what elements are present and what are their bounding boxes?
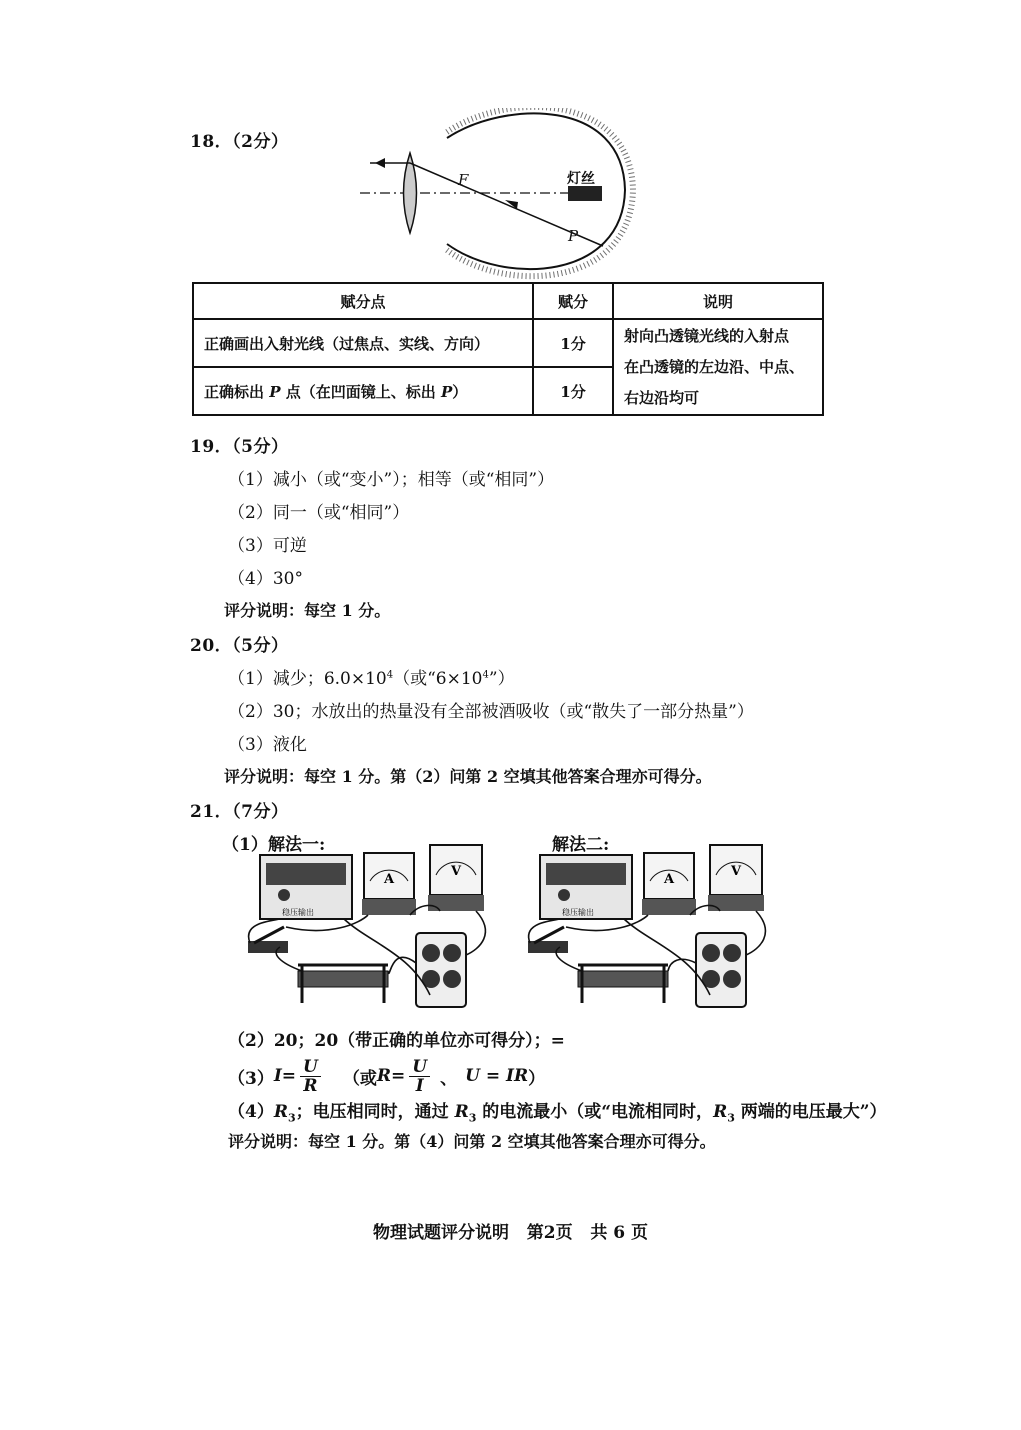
voltmeter: [708, 845, 764, 911]
circuit-diagram-1: [240, 843, 492, 1015]
q20-answer-2: （2）30；水放出的热量没有全部被酒吸收（或“散失了一部分热量”）: [228, 702, 754, 722]
q20-heading: 20．（5分）: [190, 636, 289, 656]
svg-text:A: A: [384, 872, 395, 887]
resistance-box: [416, 933, 466, 1007]
row1-point: 正确画出入射光线（过焦点、实线、方向）: [193, 319, 533, 367]
scoring-table: [192, 282, 824, 416]
q21-answer-3: （3） I = $\frac{U}{R}$ （或 R = $\frac{U}{I}$ 、 U = IR ）: [228, 1056, 546, 1096]
svg-text:稳压输出: 稳压输出: [282, 908, 314, 917]
circuit-diagram-2: [520, 843, 772, 1015]
row2-score: 1分: [533, 367, 613, 415]
svg-text:稳压输出: 稳压输出: [562, 908, 594, 917]
resistance-box: [696, 933, 746, 1007]
q19-note: 评分说明：每空 1 分。: [224, 601, 391, 620]
svg-text:V: V: [451, 864, 462, 879]
switch: [528, 927, 568, 953]
fraction-u-over-i: $\frac{U}{I}$: [409, 1058, 430, 1095]
voltmeter: [428, 845, 484, 911]
header-score: 赋分: [533, 283, 613, 319]
q20-answer-3: （3）液化: [228, 735, 307, 755]
svg-text:V: V: [731, 864, 742, 879]
q18-heading: 18．（2分）: [190, 132, 289, 152]
page-footer: 物理试题评分说明 第2页 共 6 页: [372, 1223, 648, 1243]
q21-answer-4: $(4)R_3$；电压相同时，通过 $R_3$ 的电流最小（或“电流相同时，$R_3$ 两端的电压最大”）: [228, 1102, 887, 1125]
header-point: 赋分点: [193, 283, 533, 319]
q19-answer-3: （3）可逆: [228, 536, 307, 556]
mirror-hatching: [447, 108, 633, 276]
rheostat: [298, 965, 388, 1003]
q20-answer-1: （1）减少；$6.0\times 10^4$（或“$6\times 10^4$”）: [228, 669, 515, 689]
q21-note: 评分说明：每空 1 分。第（4）问第 2 空填其他答案合理亦可得分。: [228, 1132, 716, 1151]
row1-score: 1分: [533, 319, 613, 367]
filament-box: [568, 186, 602, 201]
rheostat: [578, 965, 668, 1003]
q21-part1-label: （1）: [222, 835, 268, 855]
point-p-label: P: [568, 227, 579, 245]
fraction-u-over-r: $\frac{U}{R}$: [300, 1058, 321, 1095]
explanation-line: 右边沿均可: [624, 388, 700, 407]
ammeter: [362, 853, 416, 915]
q19-answer-4: （4）30°: [228, 569, 303, 589]
explanation-cell: [613, 319, 823, 415]
q19-heading: 19．（5分）: [190, 437, 289, 457]
explanation-line: 在凸透镜的左边沿、中点、: [624, 357, 805, 376]
q19-answer-1: （1）减小（或“变小”）；相等（或“相同”）: [228, 470, 555, 490]
method2-label: 解法二:: [552, 835, 610, 855]
row2-point: 正确标出 P 点（在凹面镜上、标出 P）: [193, 367, 533, 415]
filament-label: 灯丝: [567, 171, 595, 187]
q21-heading: 21．（7分）: [190, 802, 289, 822]
q20-note: 评分说明：每空 1 分。第（2）问第 2 空填其他答案合理亦可得分。: [224, 767, 712, 786]
svg-text:A: A: [664, 872, 675, 887]
optics-diagram: [355, 108, 645, 280]
power-supply: [260, 855, 352, 919]
focus-label: F: [458, 171, 469, 189]
arrow-left-icon: [375, 158, 385, 168]
ammeter: [642, 853, 696, 915]
power-supply: [540, 855, 632, 919]
header-explanation: 说明: [613, 283, 823, 319]
switch: [248, 927, 288, 953]
method1-label: 解法一:: [268, 835, 326, 855]
q19-answer-2: （2）同一（或“相同”）: [228, 503, 410, 523]
explanation-line: 射向凸透镜光线的入射点: [624, 326, 790, 345]
q21-answer-2: （2）20；20（带正确的单位亦可得分）；=: [228, 1031, 565, 1051]
